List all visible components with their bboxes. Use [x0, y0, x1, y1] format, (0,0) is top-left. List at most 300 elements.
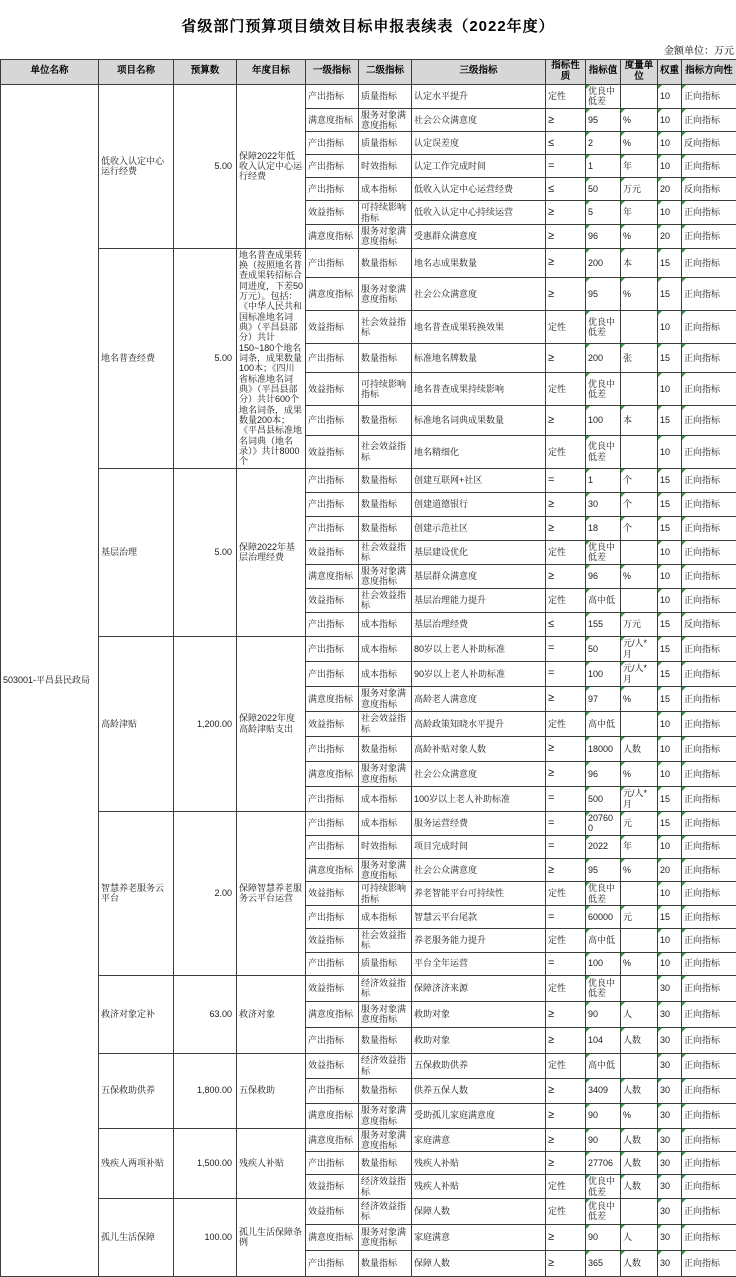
- cell-indicator-direction: 正向指标: [682, 588, 736, 612]
- cell-level1-indicator: 产出指标: [306, 1027, 359, 1053]
- cell-budget: 100.00: [174, 1198, 237, 1276]
- remnant-cell: [681, 15, 735, 28]
- cell-indicator-value: 高中低: [586, 588, 621, 612]
- cell-measure-unit: 本: [621, 406, 658, 435]
- cell-level1-indicator: 效益指标: [306, 1175, 359, 1199]
- cell-indicator-value: 104: [586, 1027, 621, 1053]
- cell-level2-indicator: 数量指标: [359, 1152, 412, 1175]
- cell-level1-indicator: 效益指标: [306, 928, 359, 952]
- cell-indicator-direction: 正向指标: [682, 310, 736, 343]
- cell-indicator-value: 优良中低差: [586, 373, 621, 406]
- cell-level1-indicator: 产出指标: [306, 835, 359, 858]
- cell-level3-indicator: 高龄老人满意度: [412, 686, 546, 711]
- cell-level1-indicator: 产出指标: [306, 84, 359, 108]
- cell-measure-unit: %: [621, 686, 658, 711]
- cell-level2-indicator: 服务对象满意度指标: [359, 1224, 412, 1250]
- cell-level1-indicator: 满意度指标: [306, 108, 359, 132]
- cell-level3-indicator: 社会公众满意度: [412, 108, 546, 132]
- cell-level2-indicator: 质量指标: [359, 952, 412, 975]
- cell-indicator-value: 18: [586, 516, 621, 540]
- cell-indicator-nature: ≥: [546, 108, 586, 132]
- cell-level3-indicator: 低收入认定中心运营经费: [412, 178, 546, 201]
- cell-level1-indicator: 满意度指标: [306, 858, 359, 882]
- cell-weight: 20: [658, 224, 682, 248]
- cell-indicator-value: 优良中低差: [586, 1175, 621, 1199]
- cell-indicator-direction: 正向指标: [682, 201, 736, 225]
- cell-indicator-value: 95: [586, 277, 621, 310]
- cell-indicator-direction: 正向指标: [682, 1053, 736, 1078]
- cell-indicator-nature: 定性: [546, 435, 586, 468]
- cell-level1-indicator: 产出指标: [306, 468, 359, 492]
- cell-level3-indicator: 服务运营经费: [412, 811, 546, 835]
- cell-level3-indicator: 90岁以上老人补助标准: [412, 661, 546, 686]
- table-row: [1, 811, 736, 835]
- cell-weight: 15: [658, 468, 682, 492]
- cell-weight: 30: [658, 1175, 682, 1199]
- cell-measure-unit: 张: [621, 344, 658, 373]
- cell-indicator-nature: 定性: [546, 1198, 586, 1224]
- cell-weight: 10: [658, 84, 682, 108]
- cell-level1-indicator: 产出指标: [306, 1250, 359, 1276]
- cell-indicator-direction: 正向指标: [682, 1128, 736, 1152]
- cell-indicator-direction: 正向指标: [682, 1152, 736, 1175]
- cell-level2-indicator: 服务对象满意度指标: [359, 564, 412, 588]
- cell-level2-indicator: 可持续影响指标: [359, 201, 412, 225]
- cell-indicator-nature: 定性: [546, 882, 586, 906]
- cell-indicator-direction: 正向指标: [682, 661, 736, 686]
- cell-indicator-value: 200: [586, 344, 621, 373]
- cell-level1-indicator: 产出指标: [306, 1078, 359, 1103]
- cell-indicator-value: 5: [586, 201, 621, 225]
- cell-measure-unit: 人数: [621, 736, 658, 761]
- cell-indicator-value: 365: [586, 1250, 621, 1276]
- cell-level2-indicator: 数量指标: [359, 1078, 412, 1103]
- cell-indicator-value: 96: [586, 224, 621, 248]
- cell-indicator-direction: 正向指标: [682, 1078, 736, 1103]
- cell-level1-indicator: 效益指标: [306, 975, 359, 1001]
- cell-measure-unit: 万元: [621, 178, 658, 201]
- cell-level1-indicator: 效益指标: [306, 435, 359, 468]
- table-header-cell: 二级指标: [359, 60, 412, 85]
- table-header-cell: 三级指标: [412, 60, 546, 85]
- cell-level1-indicator: 产出指标: [306, 248, 359, 277]
- cell-level2-indicator: 数量指标: [359, 468, 412, 492]
- table-row: [1, 1053, 736, 1078]
- cell-level1-indicator: 满意度指标: [306, 564, 359, 588]
- cell-indicator-value: 50: [586, 636, 621, 661]
- cell-indicator-direction: 正向指标: [682, 1103, 736, 1128]
- cell-indicator-nature: ≥: [546, 201, 586, 225]
- cell-level1-indicator: 效益指标: [306, 711, 359, 736]
- cell-level3-indicator: 救助对象: [412, 1027, 546, 1053]
- budget-table: [0, 59, 736, 1277]
- cell-level2-indicator: 服务对象满意度指标: [359, 686, 412, 711]
- cell-weight: 30: [658, 1078, 682, 1103]
- cell-level2-indicator: 数量指标: [359, 736, 412, 761]
- cell-level2-indicator: 时效指标: [359, 835, 412, 858]
- cell-level2-indicator: 服务对象满意度指标: [359, 1001, 412, 1027]
- cell-indicator-direction: 正向指标: [682, 344, 736, 373]
- cell-level1-indicator: 满意度指标: [306, 1128, 359, 1152]
- cell-level2-indicator: 社会效益指标: [359, 588, 412, 612]
- cell-weight: 15: [658, 636, 682, 661]
- cell-measure-unit: 年: [621, 155, 658, 178]
- cell-weight: 10: [658, 310, 682, 343]
- cell-indicator-nature: =: [546, 155, 586, 178]
- cell-weight: 15: [658, 905, 682, 928]
- cell-level1-indicator: 满意度指标: [306, 686, 359, 711]
- cell-indicator-value: 2: [586, 132, 621, 155]
- cell-level2-indicator: 服务对象满意度指标: [359, 761, 412, 786]
- cell-indicator-nature: =: [546, 661, 586, 686]
- cell-weight: 10: [658, 835, 682, 858]
- cell-level2-indicator: 成本指标: [359, 905, 412, 928]
- cell-level3-indicator: 智慧云平台尾款: [412, 905, 546, 928]
- table-header-cell: 预算数: [174, 60, 237, 85]
- cell-weight: 30: [658, 975, 682, 1001]
- cell-indicator-direction: 正向指标: [682, 84, 736, 108]
- cell-indicator-nature: ≥: [546, 1027, 586, 1053]
- cell-weight: 30: [658, 1103, 682, 1128]
- cell-indicator-nature: ≥: [546, 492, 586, 516]
- cell-measure-unit: 年: [621, 835, 658, 858]
- cell-indicator-nature: 定性: [546, 1175, 586, 1199]
- cell-project-name: 智慧养老服务云平台: [99, 811, 174, 975]
- cell-indicator-direction: 正向指标: [682, 736, 736, 761]
- cell-level1-indicator: 效益指标: [306, 201, 359, 225]
- cell-indicator-value: 100: [586, 661, 621, 686]
- cell-level2-indicator: 社会效益指标: [359, 711, 412, 736]
- cell-indicator-nature: ≥: [546, 736, 586, 761]
- cell-indicator-nature: =: [546, 905, 586, 928]
- cell-level1-indicator: 产出指标: [306, 786, 359, 811]
- cell-level1-indicator: 效益指标: [306, 882, 359, 906]
- cell-indicator-value: 优良中低差: [586, 540, 621, 564]
- cell-measure-unit: [621, 1053, 658, 1078]
- cell-level2-indicator: 社会效益指标: [359, 928, 412, 952]
- cell-level1-indicator: 产出指标: [306, 1152, 359, 1175]
- table-header-cell: 年度目标: [237, 60, 306, 85]
- cell-indicator-nature: =: [546, 468, 586, 492]
- cell-indicator-direction: 正向指标: [682, 636, 736, 661]
- cell-level3-indicator: 社会公众满意度: [412, 858, 546, 882]
- cell-indicator-direction: 正向指标: [682, 435, 736, 468]
- cell-level2-indicator: 可持续影响指标: [359, 882, 412, 906]
- cell-measure-unit: %: [621, 761, 658, 786]
- table-header-cell: 指标值: [586, 60, 621, 85]
- cell-indicator-value: 96: [586, 564, 621, 588]
- cell-weight: 10: [658, 435, 682, 468]
- cell-level3-indicator: 养老智能平台可持续性: [412, 882, 546, 906]
- cell-weight: 30: [658, 1224, 682, 1250]
- cell-indicator-value: 1: [586, 468, 621, 492]
- cell-project-name: 低收入认定中心运行经费: [99, 84, 174, 248]
- cell-level2-indicator: 成本指标: [359, 786, 412, 811]
- cell-indicator-nature: ≥: [546, 277, 586, 310]
- cell-measure-unit: 人数: [621, 1152, 658, 1175]
- page-title: 省级部门预算项目绩效目标申报表续表（2022年度）: [0, 15, 736, 36]
- cell-weight: 10: [658, 155, 682, 178]
- cell-indicator-value: 100: [586, 406, 621, 435]
- cell-indicator-nature: ≥: [546, 1224, 586, 1250]
- cell-indicator-nature: ≥: [546, 516, 586, 540]
- cell-indicator-direction: 正向指标: [682, 786, 736, 811]
- cell-measure-unit: %: [621, 1103, 658, 1128]
- cell-measure-unit: [621, 928, 658, 952]
- cell-project-name: 高龄津贴: [99, 636, 174, 811]
- cell-indicator-value: 90: [586, 1103, 621, 1128]
- cell-level1-indicator: 满意度指标: [306, 1103, 359, 1128]
- cell-weight: 15: [658, 277, 682, 310]
- cell-indicator-value: 60000: [586, 905, 621, 928]
- cell-measure-unit: [621, 588, 658, 612]
- cell-measure-unit: %: [621, 564, 658, 588]
- cell-measure-unit: %: [621, 858, 658, 882]
- cell-weight: 30: [658, 1027, 682, 1053]
- cell-level2-indicator: 成本指标: [359, 636, 412, 661]
- cell-indicator-nature: 定性: [546, 928, 586, 952]
- cell-level3-indicator: 100岁以上老人补助标准: [412, 786, 546, 811]
- cell-measure-unit: [621, 711, 658, 736]
- cell-indicator-nature: ≥: [546, 1103, 586, 1128]
- cell-indicator-value: 优良中低差: [586, 1198, 621, 1224]
- cell-indicator-value: 高中低: [586, 1053, 621, 1078]
- cell-weight: 15: [658, 786, 682, 811]
- cell-measure-unit: 个: [621, 516, 658, 540]
- cell-indicator-direction: 正向指标: [682, 711, 736, 736]
- cell-level3-indicator: 养老服务能力提升: [412, 928, 546, 952]
- cell-indicator-nature: ≤: [546, 612, 586, 636]
- cell-level3-indicator: 认定误差度: [412, 132, 546, 155]
- table-row: [1, 1198, 736, 1224]
- cell-indicator-nature: 定性: [546, 373, 586, 406]
- cell-measure-unit: [621, 310, 658, 343]
- cell-level1-indicator: 产出指标: [306, 811, 359, 835]
- cell-annual-target: 残疾人补贴: [237, 1128, 306, 1198]
- table-row: [1, 1128, 736, 1152]
- cell-indicator-value: 优良中低差: [586, 84, 621, 108]
- cell-level2-indicator: 成本指标: [359, 811, 412, 835]
- cell-indicator-nature: ≥: [546, 564, 586, 588]
- cell-indicator-nature: 定性: [546, 84, 586, 108]
- cell-indicator-direction: 正向指标: [682, 928, 736, 952]
- cell-measure-unit: 人: [621, 1001, 658, 1027]
- amount-unit-note: 金额单位：万元: [0, 42, 734, 57]
- cell-level3-indicator: 残疾人补贴: [412, 1152, 546, 1175]
- cell-budget: 1,800.00: [174, 1053, 237, 1128]
- cell-indicator-value: 高中低: [586, 928, 621, 952]
- cell-level2-indicator: 服务对象满意度指标: [359, 277, 412, 310]
- cell-indicator-direction: 正向指标: [682, 858, 736, 882]
- cell-level3-indicator: 高龄补贴对象人数: [412, 736, 546, 761]
- cell-project-name: 残疾人两项补贴: [99, 1128, 174, 1198]
- cell-measure-unit: 人数: [621, 1128, 658, 1152]
- cell-indicator-value: 100: [586, 952, 621, 975]
- cell-level3-indicator: 残疾人补贴: [412, 1175, 546, 1199]
- cell-level3-indicator: 低收入认定中心持续运营: [412, 201, 546, 225]
- table-header-cell: 权重: [658, 60, 682, 85]
- cell-indicator-direction: 正向指标: [682, 835, 736, 858]
- cell-weight: 10: [658, 882, 682, 906]
- cell-annual-target: 保障2022年低收入认定中心运行经费: [237, 84, 306, 248]
- cell-level3-indicator: 受助孤儿家庭满意度: [412, 1103, 546, 1128]
- table-header-cell: 项目名称: [99, 60, 174, 85]
- cell-level3-indicator: 创建互联网+社区: [412, 468, 546, 492]
- cell-indicator-nature: 定性: [546, 1053, 586, 1078]
- cell-indicator-value: 95: [586, 108, 621, 132]
- cell-weight: 10: [658, 132, 682, 155]
- cell-indicator-value: 优良中低差: [586, 435, 621, 468]
- cell-level2-indicator: 质量指标: [359, 132, 412, 155]
- cell-level3-indicator: 创建道德银行: [412, 492, 546, 516]
- cell-project-name: 地名普查经费: [99, 248, 174, 468]
- cell-weight: 15: [658, 344, 682, 373]
- cell-indicator-nature: ≥: [546, 1128, 586, 1152]
- cell-level3-indicator: 保障人数: [412, 1198, 546, 1224]
- cell-indicator-direction: 反向指标: [682, 178, 736, 201]
- cell-level2-indicator: 数量指标: [359, 492, 412, 516]
- cell-level2-indicator: 社会效益指标: [359, 310, 412, 343]
- cell-level1-indicator: 效益指标: [306, 373, 359, 406]
- cell-indicator-nature: ≥: [546, 248, 586, 277]
- cell-measure-unit: 个: [621, 468, 658, 492]
- cell-indicator-value: 18000: [586, 736, 621, 761]
- cell-level2-indicator: 时效指标: [359, 155, 412, 178]
- cell-measure-unit: [621, 540, 658, 564]
- cell-weight: 15: [658, 516, 682, 540]
- cell-indicator-value: 500: [586, 786, 621, 811]
- cell-level3-indicator: 地名普查成果持续影响: [412, 373, 546, 406]
- cell-indicator-direction: 正向指标: [682, 406, 736, 435]
- cell-weight: 30: [658, 1128, 682, 1152]
- cell-indicator-direction: 正向指标: [682, 248, 736, 277]
- cell-indicator-nature: ≤: [546, 132, 586, 155]
- cell-measure-unit: 元: [621, 905, 658, 928]
- table-header-row: [1, 60, 736, 85]
- cell-indicator-direction: 正向指标: [682, 686, 736, 711]
- cell-level1-indicator: 产出指标: [306, 516, 359, 540]
- remnant-cell: [0, 15, 97, 28]
- cell-weight: 10: [658, 564, 682, 588]
- cell-indicator-value: 90: [586, 1224, 621, 1250]
- cell-indicator-direction: 正向指标: [682, 1175, 736, 1199]
- cell-measure-unit: %: [621, 952, 658, 975]
- cell-indicator-nature: ≥: [546, 1250, 586, 1276]
- cell-level3-indicator: 标准地名词典成果数量: [412, 406, 546, 435]
- cell-measure-unit: 人数: [621, 1078, 658, 1103]
- cell-indicator-nature: =: [546, 952, 586, 975]
- cell-measure-unit: 人: [621, 1224, 658, 1250]
- cell-level1-indicator: 满意度指标: [306, 1224, 359, 1250]
- cell-measure-unit: %: [621, 277, 658, 310]
- cell-indicator-nature: ≥: [546, 761, 586, 786]
- cell-level1-indicator: 产出指标: [306, 178, 359, 201]
- cell-level3-indicator: 基层建设优化: [412, 540, 546, 564]
- cell-level2-indicator: 服务对象满意度指标: [359, 224, 412, 248]
- remnant-cell: [563, 15, 585, 21]
- cell-measure-unit: 元/人*月: [621, 786, 658, 811]
- cell-annual-target: 地名普查成果转换（按照地名普查成果转招标合同进度，下差50万元）。包括：《中华人民共和国标准地名词典》（平昌县部分）共计150~180个地名词条，成果数量100本；《四川省标准地名词典》（平昌县部分）共计600个地名词条，成果数量200本；《平昌县标准地名词典（地名录）》共计8000个: [237, 248, 306, 468]
- cell-annual-target: 救济对象: [237, 975, 306, 1053]
- cell-level2-indicator: 服务对象满意度指标: [359, 858, 412, 882]
- cell-weight: 30: [658, 1250, 682, 1276]
- cell-indicator-direction: 正向指标: [682, 1250, 736, 1276]
- cell-indicator-direction: 正向指标: [682, 108, 736, 132]
- cell-level1-indicator: 效益指标: [306, 540, 359, 564]
- cell-weight: 10: [658, 201, 682, 225]
- cell-indicator-nature: ≥: [546, 406, 586, 435]
- cell-budget: 2.00: [174, 811, 237, 975]
- cell-indicator-direction: 正向指标: [682, 811, 736, 835]
- cell-weight: 30: [658, 1053, 682, 1078]
- cell-level2-indicator: 数量指标: [359, 406, 412, 435]
- cell-indicator-value: 2022: [586, 835, 621, 858]
- cell-level1-indicator: 产出指标: [306, 344, 359, 373]
- cell-budget: 5.00: [174, 84, 237, 248]
- cell-measure-unit: 万元: [621, 612, 658, 636]
- cell-level1-indicator: 效益指标: [306, 1198, 359, 1224]
- table-row: [1, 975, 736, 1001]
- cell-measure-unit: [621, 84, 658, 108]
- table-header-cell: 单位名称: [1, 60, 99, 85]
- cell-project-name: 基层治理: [99, 468, 174, 636]
- table-row: [1, 468, 736, 492]
- cell-level2-indicator: 可持续影响指标: [359, 373, 412, 406]
- cell-indicator-value: 50: [586, 178, 621, 201]
- table-row: [1, 248, 736, 277]
- table-row: [1, 84, 736, 108]
- cell-level1-indicator: 产出指标: [306, 636, 359, 661]
- cell-measure-unit: 人数: [621, 1250, 658, 1276]
- remnant-cell: [657, 15, 681, 28]
- cell-weight: 15: [658, 612, 682, 636]
- cell-indicator-value: 97: [586, 686, 621, 711]
- cell-measure-unit: [621, 1198, 658, 1224]
- cell-weight: 10: [658, 373, 682, 406]
- cell-budget: 1,500.00: [174, 1128, 237, 1198]
- cell-indicator-nature: =: [546, 786, 586, 811]
- cell-level3-indicator: 保障人数: [412, 1250, 546, 1276]
- cell-level3-indicator: 80岁以上老人补助标准: [412, 636, 546, 661]
- cell-indicator-nature: ≥: [546, 686, 586, 711]
- cell-indicator-direction: 正向指标: [682, 882, 736, 906]
- cell-indicator-nature: =: [546, 811, 586, 835]
- previous-page-cell-remnants: [0, 15, 736, 28]
- cell-indicator-direction: 正向指标: [682, 277, 736, 310]
- cell-weight: 10: [658, 588, 682, 612]
- cell-indicator-value: 96: [586, 761, 621, 786]
- cell-level1-indicator: 效益指标: [306, 588, 359, 612]
- cell-measure-unit: [621, 882, 658, 906]
- cell-level2-indicator: 服务对象满意度指标: [359, 1103, 412, 1128]
- cell-level1-indicator: 产出指标: [306, 155, 359, 178]
- table-header-cell: 度量单位: [621, 60, 658, 85]
- cell-level3-indicator: 社会公众满意度: [412, 761, 546, 786]
- cell-level1-indicator: 满意度指标: [306, 277, 359, 310]
- table-body: [1, 84, 736, 1276]
- table-row: [1, 636, 736, 661]
- cell-level2-indicator: 经济效益指标: [359, 1175, 412, 1199]
- cell-level3-indicator: 认定水平提升: [412, 84, 546, 108]
- table-header-cell: 指标方向性: [682, 60, 736, 85]
- cell-level3-indicator: 认定工作完成时间: [412, 155, 546, 178]
- cell-indicator-nature: ≥: [546, 1001, 586, 1027]
- cell-weight: 15: [658, 406, 682, 435]
- cell-measure-unit: 人数: [621, 1175, 658, 1199]
- cell-indicator-direction: 正向指标: [682, 492, 736, 516]
- remnant-cell: [622, 15, 657, 28]
- cell-level2-indicator: 数量指标: [359, 248, 412, 277]
